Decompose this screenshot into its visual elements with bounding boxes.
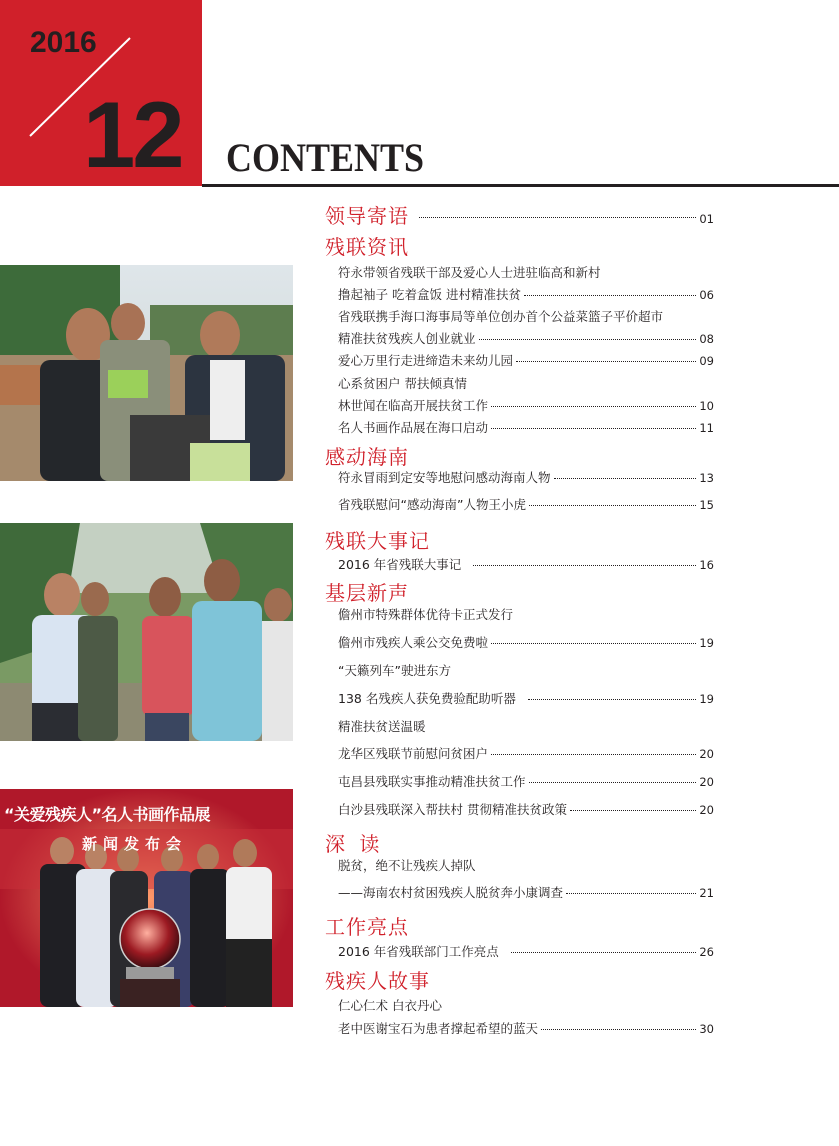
toc-page-number: 06 [699,288,714,302]
toc-entry[interactable] [338,353,714,369]
toc-entry[interactable] [338,607,714,623]
toc-section-title: 深 读 [325,832,384,856]
toc-entry-title: 2016 年省残联大事记 [338,557,462,572]
toc-entry-title: 符永带领省残联干部及爱心人士进驻临高和新村 [338,265,601,280]
toc-entry-title: “天籁列车”驶进东方 [338,663,451,678]
toc-entry[interactable] [338,376,714,392]
toc-entry-title: 林世闻在临高开展扶贫工作 [338,398,489,413]
toc-leader-dots [566,893,696,894]
toc-leader-dots [473,565,696,566]
issue-year: 2016 [30,26,97,59]
toc-section-title: 基层新声 [325,581,409,605]
toc-section-title: 感动海南 [325,445,409,469]
toc-entry-title: 138 名残疾人获免费验配助听器 [338,691,516,706]
toc-page-number: 10 [699,399,714,413]
toc-page-number: 19 [699,636,714,650]
toc-entry-title: 精准扶贫送温暖 [338,719,426,734]
toc-page-number: 01 [699,212,714,226]
banner-title: “关爱残疾人”名人书画作品展 [4,805,211,824]
toc-entry-title: 精准扶贫残疾人创业就业 [338,331,476,346]
toc-leader-dots [529,505,696,506]
toc-entry-title: 儋州市特殊群体优待卡正式发行 [338,607,514,622]
toc-entry-title: 儋州市残疾人乘公交免费啦 [338,635,489,650]
toc-entry[interactable] [338,719,714,735]
toc-entry-title: 脱贫，绝不让残疾人掉队 [338,858,476,873]
contents-heading: CONTENTS [226,135,425,180]
toc-section-title: 残疾人故事 [325,969,430,993]
toc-leader-dots [479,339,697,340]
toc-entry[interactable] [338,635,714,651]
toc-entry[interactable] [338,774,714,790]
banner-subtitle: 新闻发布会 [82,835,188,853]
toc-entry[interactable] [338,497,714,513]
toc-entry-title: 仁心仁术 白衣丹心 [338,998,442,1013]
toc-page-number: 13 [699,471,714,485]
toc-entry-title: ——海南农村贫困残疾人脱贫奔小康调查 [338,885,564,900]
toc-leader-dots [511,952,697,953]
toc-section-title: 工作亮点 [325,915,409,939]
toc-page-number: 09 [699,354,714,368]
toc-leader-dots [529,782,697,783]
toc-section-title: 领导寄语 [325,204,409,228]
toc-entry-title: 省残联携手海口海事局等单位创办首个公益菜篮子平价超市 [338,309,664,324]
toc-page-number: 20 [699,747,714,761]
toc-entry-title: 2016 年省残联部门工作亮点 [338,944,499,959]
toc-leader-dots [524,295,696,296]
toc-entry[interactable] [338,331,714,347]
toc-entry[interactable] [338,802,714,818]
toc-entry[interactable] [338,265,714,281]
toc-section-title: 残联大事记 [325,529,430,553]
toc-entry-title: 撸起袖子 吃着盒饭 进村精准扶贫 [338,287,521,302]
toc-entry[interactable] [338,309,714,325]
toc-page-number: 11 [699,421,714,435]
toc-entry-title: 龙华区残联节前慰问贫困户 [338,746,489,761]
toc-page-number: 21 [699,886,714,900]
toc-entry[interactable] [338,663,714,679]
toc-leader-dots [570,810,696,811]
toc-page-number: 20 [699,803,714,817]
toc-leader-dots [491,428,696,429]
toc-entry-title: 符永冒雨到定安等地慰问感动海南人物 [338,470,551,485]
toc-entry[interactable] [338,691,714,707]
toc-leader-dots [516,361,696,362]
toc-page-number: 16 [699,558,714,572]
toc-page-number: 26 [699,945,714,959]
toc-entry-title: 爱心万里行走进缔造未来幼儿园 [338,353,514,368]
toc-leader-dots [554,478,697,479]
issue-number: 12 [83,82,182,187]
toc-entry[interactable] [338,287,714,303]
toc-leader-dots [419,217,696,218]
toc-entry[interactable] [338,398,714,414]
toc-entry[interactable] [338,944,714,960]
toc-leader-dots [491,406,696,407]
toc-leader-dots [491,643,696,644]
toc-entry[interactable] [338,746,714,762]
toc-entry-title: 白沙县残联深入帮扶村 贯彻精准扶贫政策 [338,802,567,817]
toc-page-number: 08 [699,332,714,346]
toc-leader-dots [541,1029,696,1030]
toc-entry[interactable] [338,998,714,1014]
toc-entry[interactable] [338,557,714,573]
toc-entry[interactable] [338,885,714,901]
toc-page-number: 30 [699,1022,714,1036]
toc-entry-title: 老中医谢宝石为患者撑起希望的蓝天 [338,1021,539,1036]
toc-entry-title: 名人书画作品展在海口启动 [338,420,489,435]
toc-entry[interactable] [338,470,714,486]
toc-entry-title: 心系贫困户 帮扶倾真情 [338,376,467,391]
toc-page-number: 15 [699,498,714,512]
toc-entry-title: 省残联慰问“感动海南”人物王小虎 [338,497,526,512]
toc-entry[interactable] [338,858,714,874]
toc-leader-dots [491,754,696,755]
toc-entry-title: 屯昌县残联实事推动精准扶贫工作 [338,774,526,789]
toc-leader-dots [528,699,697,700]
toc-page-number: 19 [699,692,714,706]
toc-section-title: 残联资讯 [325,235,409,259]
toc-page-number: 20 [699,775,714,789]
toc-section-row[interactable] [325,200,714,229]
toc-entry[interactable] [338,1021,714,1037]
toc-entry[interactable] [338,420,714,436]
